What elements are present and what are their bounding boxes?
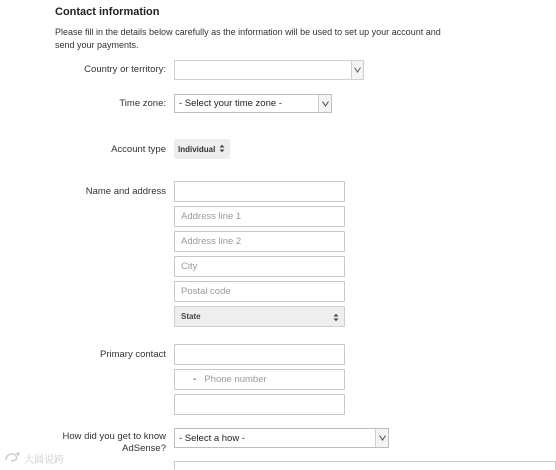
address-line-2-input[interactable]	[174, 231, 345, 252]
country-select[interactable]	[174, 60, 364, 80]
timezone-label: Time zone:	[119, 98, 166, 109]
account-type-value: Individual	[178, 144, 216, 154]
section-title: Contact information	[55, 6, 160, 18]
timezone-value: - Select your time zone -	[179, 98, 282, 109]
address-line-1-input[interactable]	[174, 206, 345, 227]
chevron-down-icon	[318, 95, 331, 112]
chevron-down-icon	[375, 429, 388, 447]
next-field-partial[interactable]	[174, 461, 556, 470]
chevron-down-icon	[351, 61, 363, 79]
contact-name-input[interactable]	[174, 344, 345, 365]
primary-contact-label: Primary contact	[100, 349, 166, 360]
referral-value: - Select a how -	[179, 432, 245, 444]
timezone-select[interactable]	[174, 94, 332, 113]
country-label: Country or territory:	[84, 64, 166, 75]
account-type-label: Account type	[111, 144, 166, 155]
phone-number-placeholder: Phone number	[204, 374, 267, 385]
referral-label-line2: AdSense?	[122, 443, 166, 454]
state-value: State	[181, 312, 201, 321]
name-address-label: Name and address	[85, 186, 166, 197]
referral-label-line1: How did you get to know	[62, 431, 166, 442]
account-type-select[interactable]	[174, 139, 230, 159]
phone-prefix: -	[193, 374, 197, 385]
contact-extra-input[interactable]	[174, 394, 345, 415]
referral-select[interactable]	[174, 428, 389, 448]
up-down-arrows-icon	[333, 313, 339, 324]
watermark-logo-icon	[4, 451, 22, 466]
city-input[interactable]	[174, 256, 345, 277]
watermark-text: 大圆说跨	[24, 455, 64, 466]
phone-field[interactable]	[174, 369, 345, 390]
postal-code-input[interactable]	[174, 281, 345, 302]
up-down-arrows-icon	[219, 144, 225, 154]
section-intro: Please fill in the details below carefully as the information will be used to set up your account and send your payments.	[55, 27, 441, 50]
state-select[interactable]	[174, 306, 345, 327]
watermark	[4, 451, 64, 466]
name-input[interactable]	[174, 181, 345, 202]
